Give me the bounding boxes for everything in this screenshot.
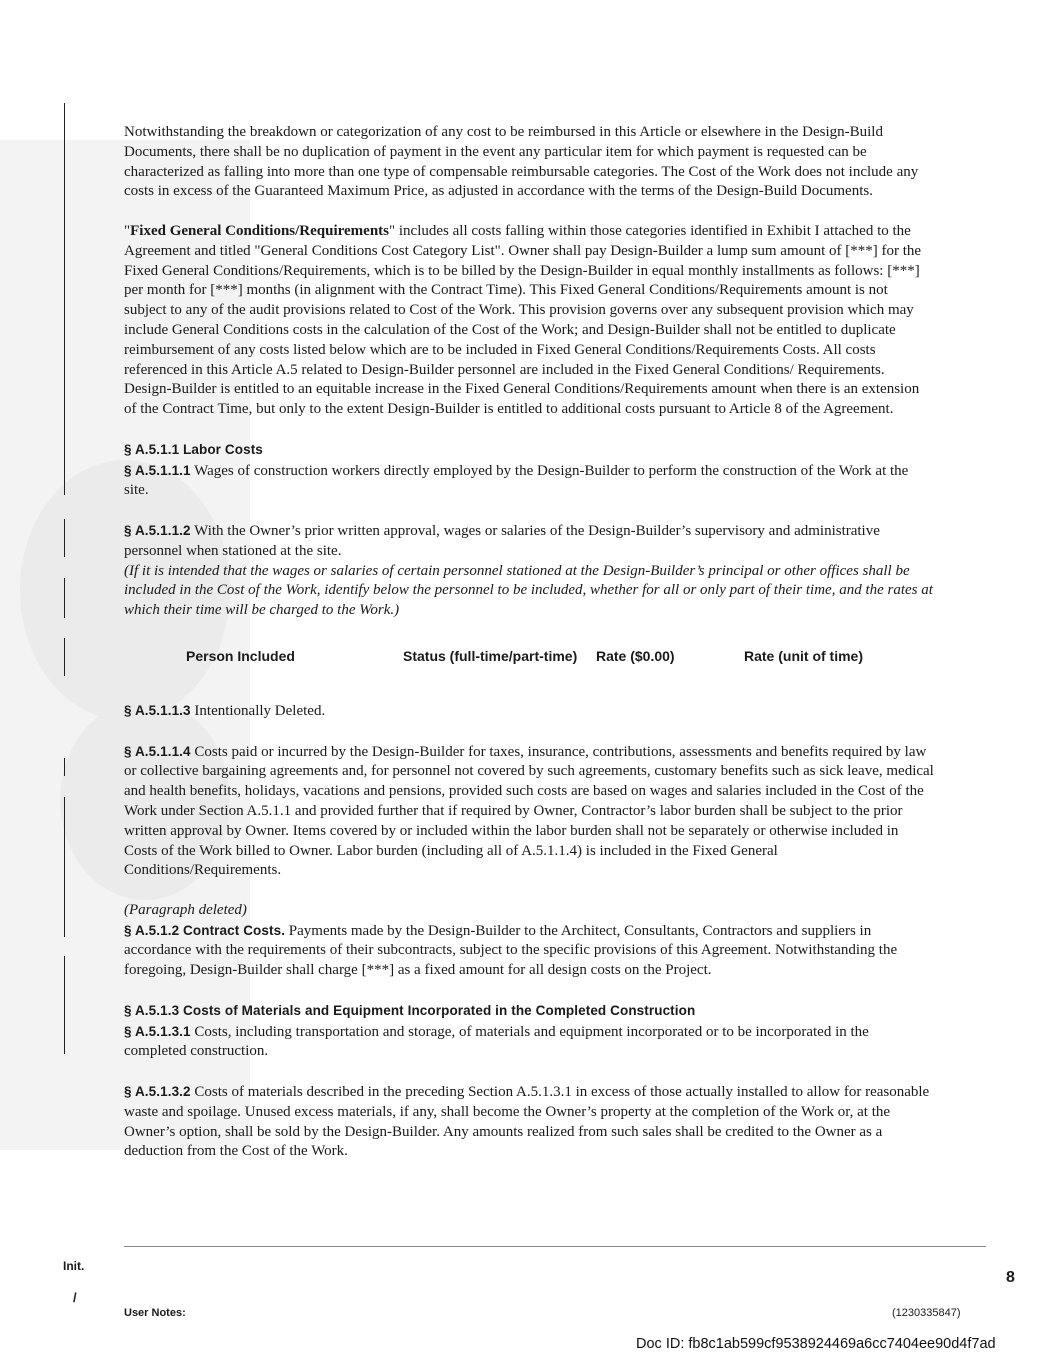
paragraph-duplication: Notwithstanding the breakdown or categorization of any cost to be reimbursed in this Article or elsewhere in the Design-Build Documents, there shall be no duplication of payment in the event any particular item for which payment is requested can be characterized as falling into more than one type of compensable reimbursable categories. The Cost of the Work does not include any costs in excess of the Guaranteed Maximum Price, as adjusted in accordance with the terms of the Design-Build Documents.: [124, 124, 919, 200]
revision-bar: [64, 956, 65, 1054]
section-number: § A.5.1.3.2: [124, 1084, 191, 1100]
section-text: Wages of construction workers directly employed by the Design-Builder to perform the construction of the Work at the site.: [124, 462, 909, 499]
paragraph-fixed-general-conditions: [124, 222, 934, 420]
section-a5112: [124, 521, 934, 562]
personnel-table-header: [124, 647, 934, 667]
doc-id: Doc ID: fb8c1ab599cf9538924469a6cc7404ee90d4f7ad: [636, 1336, 996, 1352]
page-number: 8: [1006, 1269, 1015, 1286]
section-heading: § A.5.1.3 Costs of Materials and Equipment Incorporated in the Completed Construction: [124, 1002, 696, 1018]
init-slash: /: [73, 1290, 77, 1305]
column-header: Status (full-time/part-time): [403, 647, 578, 664]
document-body: [124, 123, 934, 1162]
section-text: Costs, including transportation and storage, of materials and equipment incorporated or to be incorporated in the completed construction.: [124, 1023, 869, 1060]
revision-bar: [64, 519, 65, 557]
section-a5113: [124, 701, 934, 722]
defined-term: Fixed General Conditions/Requirements: [130, 222, 390, 239]
column-header: Rate ($0.00): [596, 647, 675, 664]
section-heading-labor-costs: [124, 440, 934, 461]
quote-mark: ": [124, 222, 131, 239]
section-a5132: [124, 1082, 934, 1162]
section-number: § A.5.1.1.1: [124, 462, 191, 478]
section-number: § A.5.1.2 Contract Costs.: [124, 922, 286, 938]
revision-bar: [64, 578, 65, 618]
paragraph-deleted-note: (Paragraph deleted): [124, 901, 247, 918]
section-a5114: [124, 742, 934, 882]
init-label: Init.: [63, 1259, 85, 1273]
section-text: With the Owner’s prior written approval, wages or salaries of the Design-Builder’s supervisory and administrative personnel when stationed at the site.: [124, 522, 880, 559]
document-number: (1230335847): [892, 1307, 961, 1319]
section-number: § A.5.1.1.2: [124, 522, 191, 538]
section-a5111: [124, 461, 934, 502]
section-text: Costs of materials described in the preceding Section A.5.1.3.1 in excess of those actually installed to allow for reasonable waste and spoilage. Unused excess materials, if any, shall become the Owner’s property at the completion of the Work or, at the Owner’s option, shall be sold by the Design-Builder. Any amounts realized from such sales shall be credited to the Owner as a deduction from the Cost of the Work.: [124, 1084, 930, 1160]
section-a512: [124, 921, 934, 981]
revision-bar: [64, 638, 65, 676]
footer-divider: [124, 1246, 986, 1247]
section-heading: § A.5.1.1 Labor Costs: [124, 441, 263, 457]
section-text: Intentionally Deleted.: [190, 702, 326, 719]
revision-bar: [64, 797, 65, 937]
section-heading-materials: [124, 1001, 934, 1022]
user-notes-label: User Notes:: [124, 1307, 186, 1319]
section-number: § A.5.1.3.1: [124, 1023, 191, 1039]
section-text: Costs paid or incurred by the Design-Builder for taxes, insurance, contributions, assessments and benefits required by law or collective bargaining agreements and, for personnel not covered by such agreements, customary benefits such as sick leave, medical and health benefits, holidays, vacations and pensions, provided such costs are based on wages and salaries included in the Cost of the Work under Section A.5.1.1 and provided further that if required by Owner, Contractor’s labor burden shall be subject to the prior written approval by Owner. Items covered by or included within the labor burden shall not be separately or otherwise included in Costs of the Work billed to Owner. Labor burden (including all of A.5.1.1.4) is included in the Fixed General Conditions/Requirements.: [124, 743, 934, 879]
revision-bar: [64, 758, 65, 776]
section-text: Payments made by the Design-Builder to the Architect, Consultants, Contractors and suppliers in accordance with the requirements of their subcontracts, subject to the specific provisions of this Agreement. Notwithstanding the foregoing, Design-Builder shall charge [***] as a fixed amount for all design costs on the Project.: [124, 922, 898, 979]
column-header: Rate (unit of time): [744, 647, 863, 664]
section-a5131: [124, 1022, 934, 1063]
paragraph-text: " includes all costs falling within those categories identified in Exhibit I attached to the Agreement and titled "General Conditions Cost Category List". Owner shall pay Design-Builder a lump sum amount of [***] for the Fixed General Conditions/Requirements, which is to be billed by the Design-Builder in equal monthly installments as follows: [***] per month for [***] months (in alignment with the Contract Time). This Fixed General Conditions/Requirements amount is not subject to any of the audit provisions related to Cost of the Work. This provision governs over any subsequent provision which may include General Conditions costs in the calculation of the Cost of the Work; and Design-Builder shall not be entitled to duplicate reimbursement of any costs listed below which are to be included in Fixed General Conditions/Requirements Costs. All costs referenced in this Article A.5 related to Design-Builder personnel are included in the Fixed General Conditions/ Requirements. Design-Builder is entitled to an equitable increase in the Fixed General Conditions/Requirements amount when there is an extension of the Contract Time, but only to the extent Design-Builder is entitled to additional costs pursuant to Article 8 of the Agreement.: [124, 222, 922, 418]
section-number: § A.5.1.1.4: [124, 743, 191, 759]
instruction-note: (If it is intended that the wages or salaries of certain personnel stationed at the Design-Builder’s principal or other offices shall be included in the Cost of the Work, identify below the personnel to be included, whether for all or only part of their time, and the rates at which their time will be charged to the Work.): [124, 562, 933, 619]
column-header: Person Included: [186, 647, 295, 664]
section-number: § A.5.1.1.3: [124, 702, 191, 718]
revision-bar: [64, 103, 65, 495]
